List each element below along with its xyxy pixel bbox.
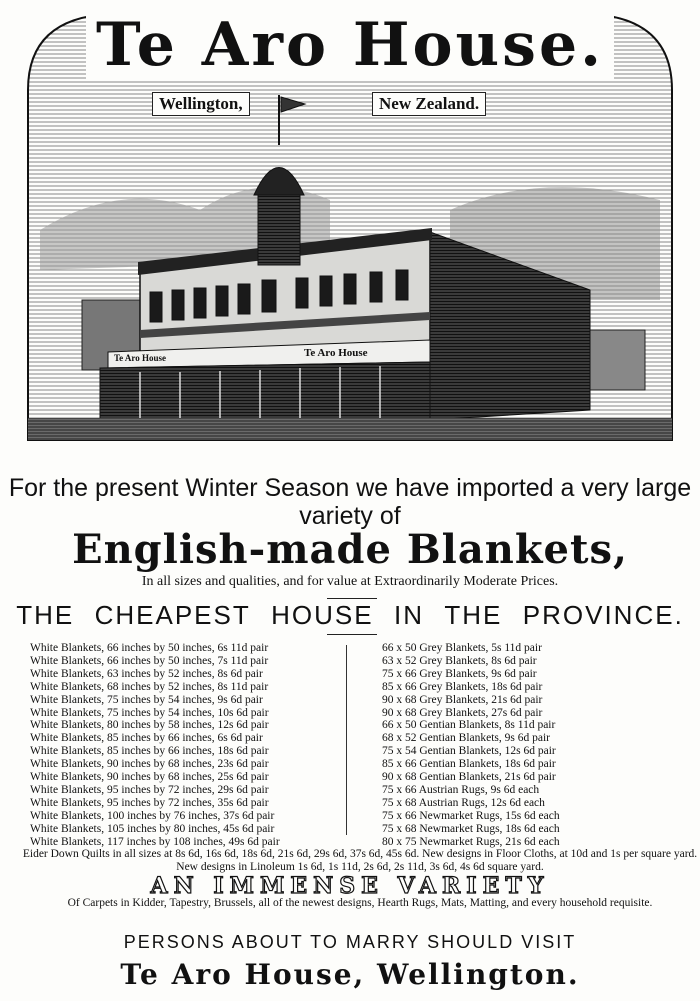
price-row: 66 x 50 Grey Blankets, 5s 11d pair — [382, 642, 542, 654]
divider-top — [327, 598, 377, 599]
marry-callout: PERSONS ABOUT TO MARRY SHOULD VISIT — [123, 932, 577, 952]
price-row: White Blankets, 117 inches by 108 inches, 49s 6d pair — [30, 835, 280, 848]
white-blankets-list — [30, 642, 350, 849]
price-row: 80 x 75 Newmarket Rugs, 21s 6d each — [382, 835, 560, 848]
eiderdown-paragraph: Eider Down Quilts in all sizes at 8s 6d, 16s 6d, 18s 6d, 21s 6d, 29s 6d, 37s 6d, 45s 6d. New designs in Floor Cloths, at 10d and 1s per square yard. New designs in Linoleum 1s 6d, 1s 11d, 2s 6d, 2s 11d, 3s 6d, 4s 6d square yard. — [22, 848, 698, 873]
price-row: 75 x 54 Gentian Blankets, 12s 6d pair — [382, 745, 556, 758]
shop-sign-side: Te Aro House — [114, 353, 167, 363]
price-row: White Blankets, 75 inches by 54 inches, 10s 6d pair — [30, 706, 269, 719]
price-row: 66 x 50 Gentian Blankets, 8s 11d pair — [382, 719, 556, 732]
price-row: White Blankets, 95 inches by 72 inches, 29s 6d pair — [30, 783, 269, 796]
price-row: 90 x 68 Grey Blankets, 27s 6d pair — [382, 706, 543, 719]
product-heading: English-made Blankets, — [72, 526, 628, 573]
price-row: 85 x 66 Gentian Blankets, 18s 6d pair — [382, 758, 556, 771]
cheapest-banner — [0, 600, 700, 631]
price-row: 75 x 66 Newmarket Rugs, 15s 6d each — [382, 809, 560, 822]
price-row: White Blankets, 90 inches by 68 inches, 23s 6d pair — [30, 758, 269, 771]
headline: For the present Winter Season we have imported a very large variety of — [8, 474, 692, 530]
price-row: 90 x 68 Grey Blankets, 21s 6d pair — [382, 693, 543, 706]
cheapest-word: HOUSE — [271, 600, 374, 630]
price-row: 75 x 68 Austrian Rugs, 12s 6d each — [382, 796, 545, 809]
price-row: White Blankets, 66 inches by 50 inches, 6s 11d pair — [30, 642, 269, 654]
price-row: White Blankets, 105 inches by 80 inches, 45s 6d pair — [30, 822, 275, 835]
shop-sign-main: Te Aro House — [304, 347, 368, 359]
city-label: Wellington, — [152, 92, 250, 116]
column-divider — [346, 645, 347, 835]
price-row: White Blankets, 66 inches by 50 inches, 7s 11d pair — [30, 654, 269, 667]
price-row: White Blankets, 85 inches by 66 inches, 6s 6d pair — [30, 732, 263, 745]
footer-shop-name: Te Aro House, Wellington. — [120, 958, 580, 991]
price-row: White Blankets, 75 inches by 54 inches, 9s 6d pair — [30, 693, 263, 706]
cheapest-word: PROVINCE. — [522, 600, 684, 630]
cheapest-word: THE — [444, 600, 503, 630]
price-row: White Blankets, 100 inches by 76 inches, 37s 6d pair — [30, 809, 275, 822]
price-row: 85 x 66 Grey Blankets, 18s 6d pair — [382, 680, 543, 693]
price-row: White Blankets, 68 inches by 52 inches, 8s 11d pair — [30, 680, 269, 693]
cheapest-word: IN — [393, 600, 424, 630]
immense-variety-text: AN IMMENSE VARIETY — [150, 873, 550, 899]
divider-bottom — [327, 634, 377, 635]
price-row: White Blankets, 95 inches by 72 inches, 35s 6d pair — [30, 796, 269, 809]
price-row: White Blankets, 80 inches by 58 inches, 12s 6d pair — [30, 719, 269, 732]
price-row: White Blankets, 63 inches by 52 inches, 8s 6d pair — [30, 667, 263, 680]
price-row: 75 x 66 Grey Blankets, 9s 6d pair — [382, 667, 537, 680]
price-subline: In all sizes and qualities, and for value at Extraordinarily Moderate Prices. — [141, 574, 559, 589]
masthead-title — [0, 10, 700, 80]
price-row: 68 x 52 Gentian Blankets, 9s 6d pair — [382, 732, 551, 745]
cheapest-word: THE — [16, 600, 75, 630]
grey-blankets-rugs-list — [382, 642, 682, 849]
price-row: White Blankets, 85 inches by 66 inches, 18s 6d pair — [30, 745, 269, 758]
country-label: New Zealand. — [372, 92, 486, 116]
price-row: White Blankets, 90 inches by 68 inches, 25s 6d pair — [30, 771, 269, 784]
price-row: 90 x 68 Gentian Blankets, 21s 6d pair — [382, 771, 556, 784]
price-row: 63 x 52 Grey Blankets, 8s 6d pair — [382, 654, 537, 667]
price-row: 75 x 68 Newmarket Rugs, 18s 6d each — [382, 822, 560, 835]
immense-variety-heading — [0, 873, 700, 899]
masthead-title-text: Te Aro House. — [86, 10, 614, 80]
price-row: 75 x 66 Austrian Rugs, 9s 6d each — [382, 783, 540, 796]
carpets-paragraph: Of Carpets in Kidder, Tapestry, Brussels, all of the newest designs, Hearth Rugs, Mats, Matting, and every household requisite. — [67, 897, 653, 909]
cheapest-word: CHEAPEST — [94, 600, 251, 630]
